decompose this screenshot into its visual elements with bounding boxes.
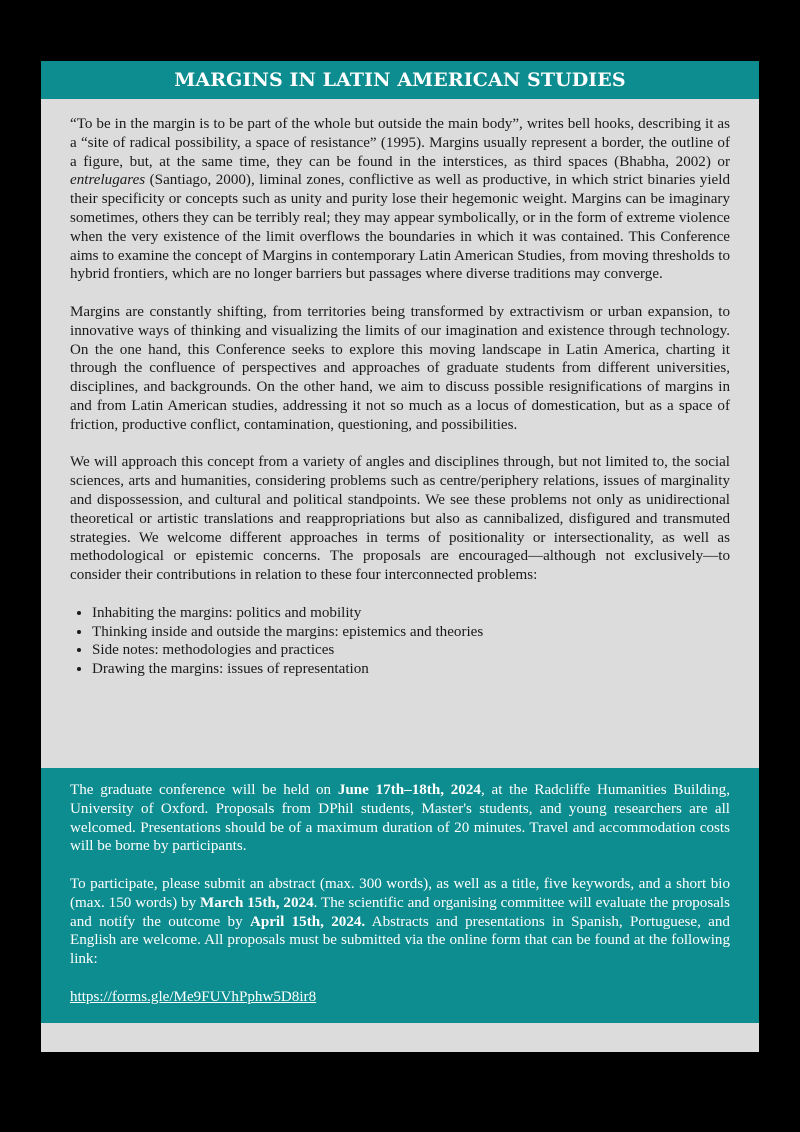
submission-info-box — [41, 768, 759, 1023]
submission-paragraph: To participate, please submit an abstract (max. 300 words), as well as a title, five keywords, and a short bio (max. 150 words) by March 15th, 2024. The scientific and organising committee will evaluate the proposals and notify the outcome by April 15th, 2024. Abstracts and presentations in Spanish, Portuguese, and English are welcome. All proposals must be submitted via the online form that can be found at the following link: — [70, 875, 730, 968]
submission-info-text — [70, 781, 730, 1025]
page-title: MARGINS IN LATIN AMERICAN STUDIES — [41, 61, 759, 99]
list-item: • Inhabiting the margins: politics and mobility — [92, 604, 730, 623]
third-paragraph: We will approach this concept from a variety of angles and disciplines through, but not limited to, the social sciences, arts and humanities, considering problems such as centre/periphery relations, issues of marginality and dispossession, and cultural and political standpoints. We see these problems not only as unidirectional theoretical or artistic translations and reappropriations but also as cannibalized, disfigured and transmuted strategies. We welcome different approaches in terms of positionality or intersectionality, as well as methodological or epistemic concerns. The proposals are encouraged—although not exclusively—to consider their contributions in relation to these four interconnected problems: — [70, 454, 730, 584]
call-for-papers-body — [70, 115, 730, 679]
list-item: • Side notes: methodologies and practices — [92, 641, 730, 660]
intro-paragraph: “To be in the margin is to be part of the whole but outside the main body”, writes bell hooks, describing it as a “site of radical possibility, a space of resistance” (1995). Margins usually represent a border, the outline of a figure, but, at the same time, they can be found in the interstices, as third spaces (Bhabha, 2002) or entrelugares (Santiago, 2000), liminal zones, conflictive as well as productive, in which strict binaries yield their specificity or concepts such as unity and purity lose their hegemonic weight. Margins can be imaginary sometimes, others they can be terribly real; they may appear symbolically, or in the form of extreme violence when the very existence of the limit overflows the boundaries in which it was contained. This Conference aims to examine the concept of Margins in contemporary Latin American Studies, from moving thresholds to hybrid frontiers, which are no longer barriers but passages where diverse traditions may converge. — [70, 116, 730, 283]
conference-details-paragraph: The graduate conference will be held on June 17th–18th, 2024, at the Radcliffe Humanities Building, University of Oxford. Proposals from DPhil students, Master's students, and young researchers are all welcomed. Presentations should be of a maximum duration of 20 minutes. Travel and accommodation costs will be borne by participants. — [70, 782, 730, 855]
link-paragraph — [70, 988, 730, 1007]
poster-page — [41, 61, 759, 1052]
topics-list — [70, 604, 730, 679]
list-item: • Thinking inside and outside the margins: epistemics and theories — [92, 623, 730, 642]
submission-form-link[interactable]: https://forms.gle/Me9FUVhPphw5D8ir8 — [70, 988, 317, 1005]
list-item: • Drawing the margins: issues of representation — [92, 660, 730, 679]
second-paragraph: Margins are constantly shifting, from territories being transformed by extractivism or urban expansion, to innovative ways of thinking and visualizing the limits of our imagination and existence through technology. On the one hand, this Conference seeks to explore this moving landscape in Latin America, charting it through the confluence of perspectives and approaches of graduate students from different universities, disciplines, and backgrounds. On the other hand, we aim to discuss possible resignifications of margins in and from Latin American studies, addressing it not so much as a locus of domestication, but as a space of friction, productive conflict, contamination, questioning, and possibilities. — [70, 303, 730, 433]
